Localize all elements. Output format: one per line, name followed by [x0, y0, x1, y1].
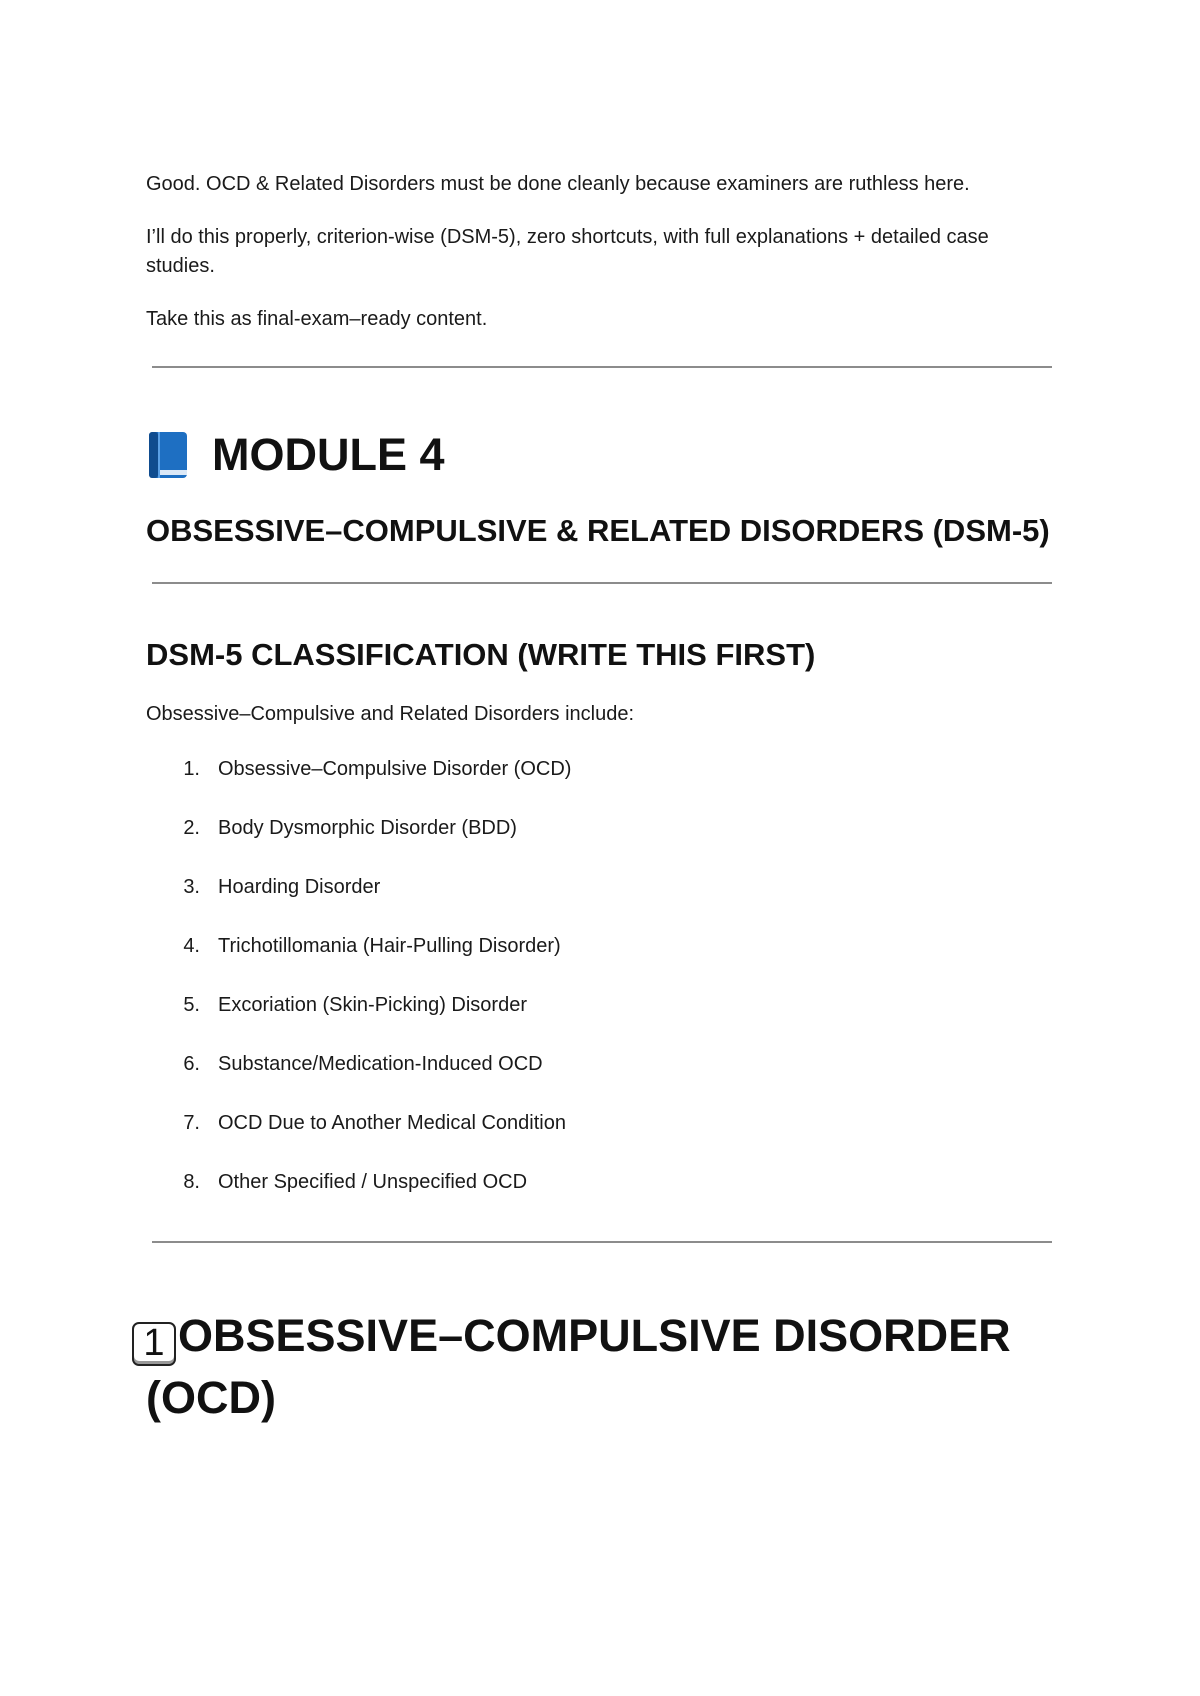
- list-item: [146, 755, 1056, 784]
- blue-book-icon: [146, 430, 190, 480]
- keycap-one-icon: 1: [132, 1322, 176, 1366]
- list-item: [146, 991, 1056, 1020]
- module-heading: [146, 428, 1056, 482]
- divider: [152, 366, 1052, 368]
- module-title: MODULE 4: [212, 429, 445, 480]
- divider: [152, 1241, 1052, 1243]
- list-item-text: Excoriation (Skin-Picking) Disorder: [218, 994, 527, 1016]
- list-item-number: 1.: [183, 758, 200, 780]
- intro-paragraph-3: Take this as final-exam–ready content.: [146, 308, 488, 330]
- list-item-text: OCD Due to Another Medical Condition: [218, 1112, 566, 1134]
- list-item-text: Substance/Medication-Induced OCD: [218, 1053, 543, 1075]
- classification-intro: Obsessive–Compulsive and Related Disorders include:: [146, 703, 635, 725]
- section-title-line-2: (OCD): [146, 1372, 276, 1423]
- classification-list: [146, 755, 1056, 1197]
- list-item-number: 3.: [183, 876, 200, 898]
- section-heading-ocd: [132, 1305, 1042, 1429]
- list-item: [146, 873, 1056, 902]
- list-item-number: 7.: [183, 1112, 200, 1134]
- list-item-number: 6.: [183, 1053, 200, 1075]
- list-item-number: 2.: [183, 817, 200, 839]
- intro-paragraph-2: I’ll do this properly, criterion-wise (DSM-5), zero shortcuts, with full explanations + detailed case studies.: [146, 226, 989, 277]
- module-subtitle: OBSESSIVE–COMPULSIVE & RELATED DISORDERS (DSM-5): [146, 513, 1050, 548]
- list-item-text: Trichotillomania (Hair-Pulling Disorder): [218, 935, 561, 957]
- list-item-number: 5.: [183, 994, 200, 1016]
- list-item: [146, 1050, 1056, 1079]
- list-item: [146, 1109, 1056, 1138]
- divider: [152, 582, 1052, 584]
- section-title-line-1: OBSESSIVE–COMPULSIVE DISORDER: [178, 1310, 1011, 1361]
- list-item-text: Other Specified / Unspecified OCD: [218, 1171, 528, 1193]
- list-item-number: 4.: [183, 935, 200, 957]
- classification-heading: DSM-5 CLASSIFICATION (WRITE THIS FIRST): [146, 637, 816, 672]
- list-item-text: Obsessive–Compulsive Disorder (OCD): [218, 758, 572, 780]
- list-item: [146, 932, 1056, 961]
- list-item: [146, 1168, 1056, 1197]
- list-item-number: 8.: [183, 1171, 200, 1193]
- list-item-text: Hoarding Disorder: [218, 876, 381, 898]
- intro-paragraph-1: Good. OCD & Related Disorders must be done cleanly because examiners are ruthless here.: [146, 173, 970, 195]
- list-item-text: Body Dysmorphic Disorder (BDD): [218, 817, 517, 839]
- list-item: [146, 814, 1056, 843]
- document-page: [143, 170, 1056, 1429]
